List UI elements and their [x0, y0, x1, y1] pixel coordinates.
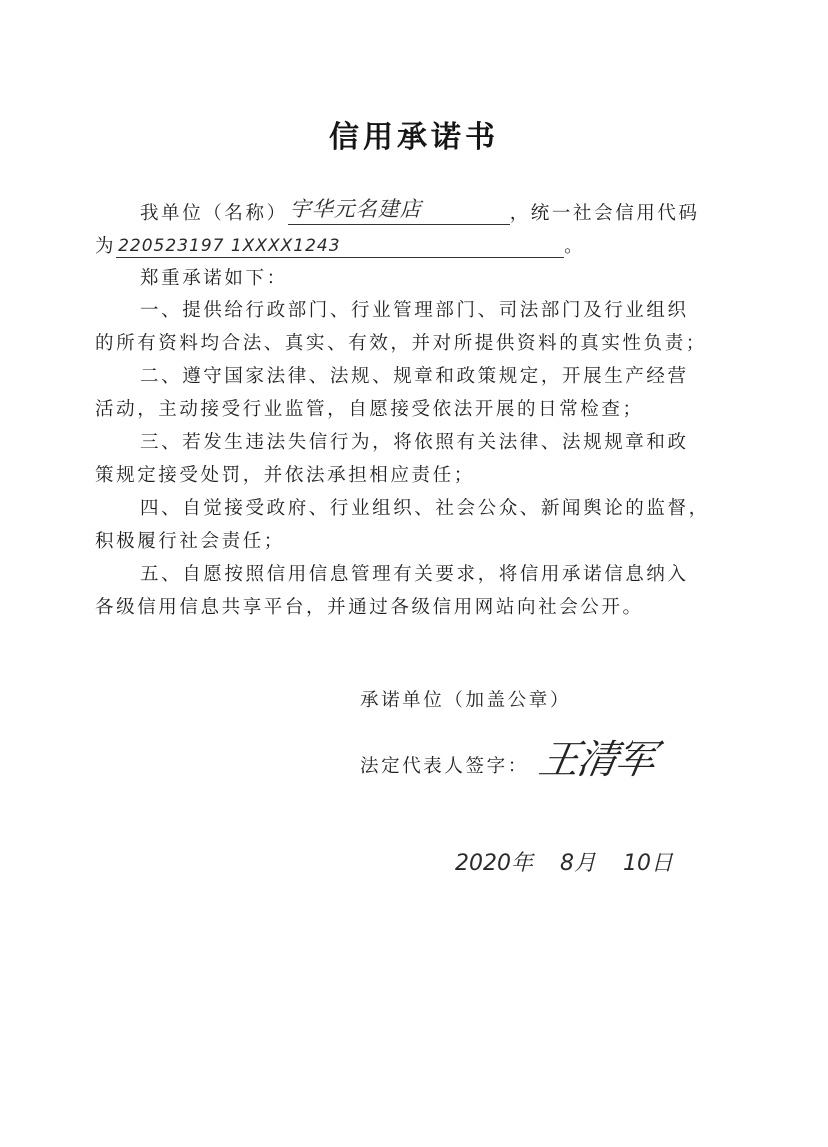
date-year: 2020年	[455, 851, 533, 876]
handwritten-date	[455, 846, 679, 877]
clause-5-line-2: 各级信用信息共享平台，并通过各级信用网站向社会公开。	[95, 597, 644, 618]
date-month: 8月	[560, 851, 596, 876]
credit-code-line	[95, 232, 585, 258]
credit-code-prefix: 为	[95, 236, 117, 257]
company-name-handwritten: 宇华元名建店	[289, 197, 422, 221]
handwritten-signature: 王清军	[535, 737, 658, 783]
credit-code-field	[116, 235, 564, 258]
credit-code-handwritten: 220523197 1XXXX1243	[118, 236, 341, 256]
intro-line	[140, 199, 700, 225]
clause-3-line-2: 策规定接受处罚，并依法承担相应责任；	[95, 465, 475, 486]
committing-unit-label: 承诺单位（加盖公章）	[360, 690, 572, 711]
lead-text: 郑重承诺如下：	[140, 268, 288, 289]
clause-1-line-1: 一、提供给行政部门、行业管理部门、司法部门及行业组织	[140, 300, 689, 321]
clause-4-line-2: 积极履行社会责任；	[95, 531, 285, 552]
intro-suffix: ，统一社会信用代码	[509, 203, 700, 224]
legal-representative-label: 法定代表人签字：	[360, 756, 529, 777]
credit-code-suffix: 。	[564, 236, 586, 257]
date-day: 10日	[623, 851, 673, 876]
clause-2-line-1: 二、遵守国家法律、法规、规章和政策规定，开展生产经营	[140, 366, 689, 387]
clause-4-line-1: 四、自觉接受政府、行业组织、社会公众、新闻舆论的监督，	[140, 498, 710, 519]
clause-3-line-1: 三、若发生违法失信行为，将依照有关法律、法规规章和政	[140, 432, 689, 453]
clause-5-line-1: 五、自愿按照信用信息管理有关要求，将信用承诺信息纳入	[140, 564, 689, 585]
clause-1-line-2: 的所有资料均合法、真实、有效，并对所提供资料的真实性负责；	[95, 333, 707, 354]
intro-prefix: 我单位（名称）	[140, 203, 288, 224]
clause-2-line-2: 活动，主动接受行业监管，自愿接受依法开展的日常检查；	[95, 399, 644, 420]
document-title: 信用承诺书	[329, 120, 499, 155]
company-name-field	[288, 197, 510, 225]
